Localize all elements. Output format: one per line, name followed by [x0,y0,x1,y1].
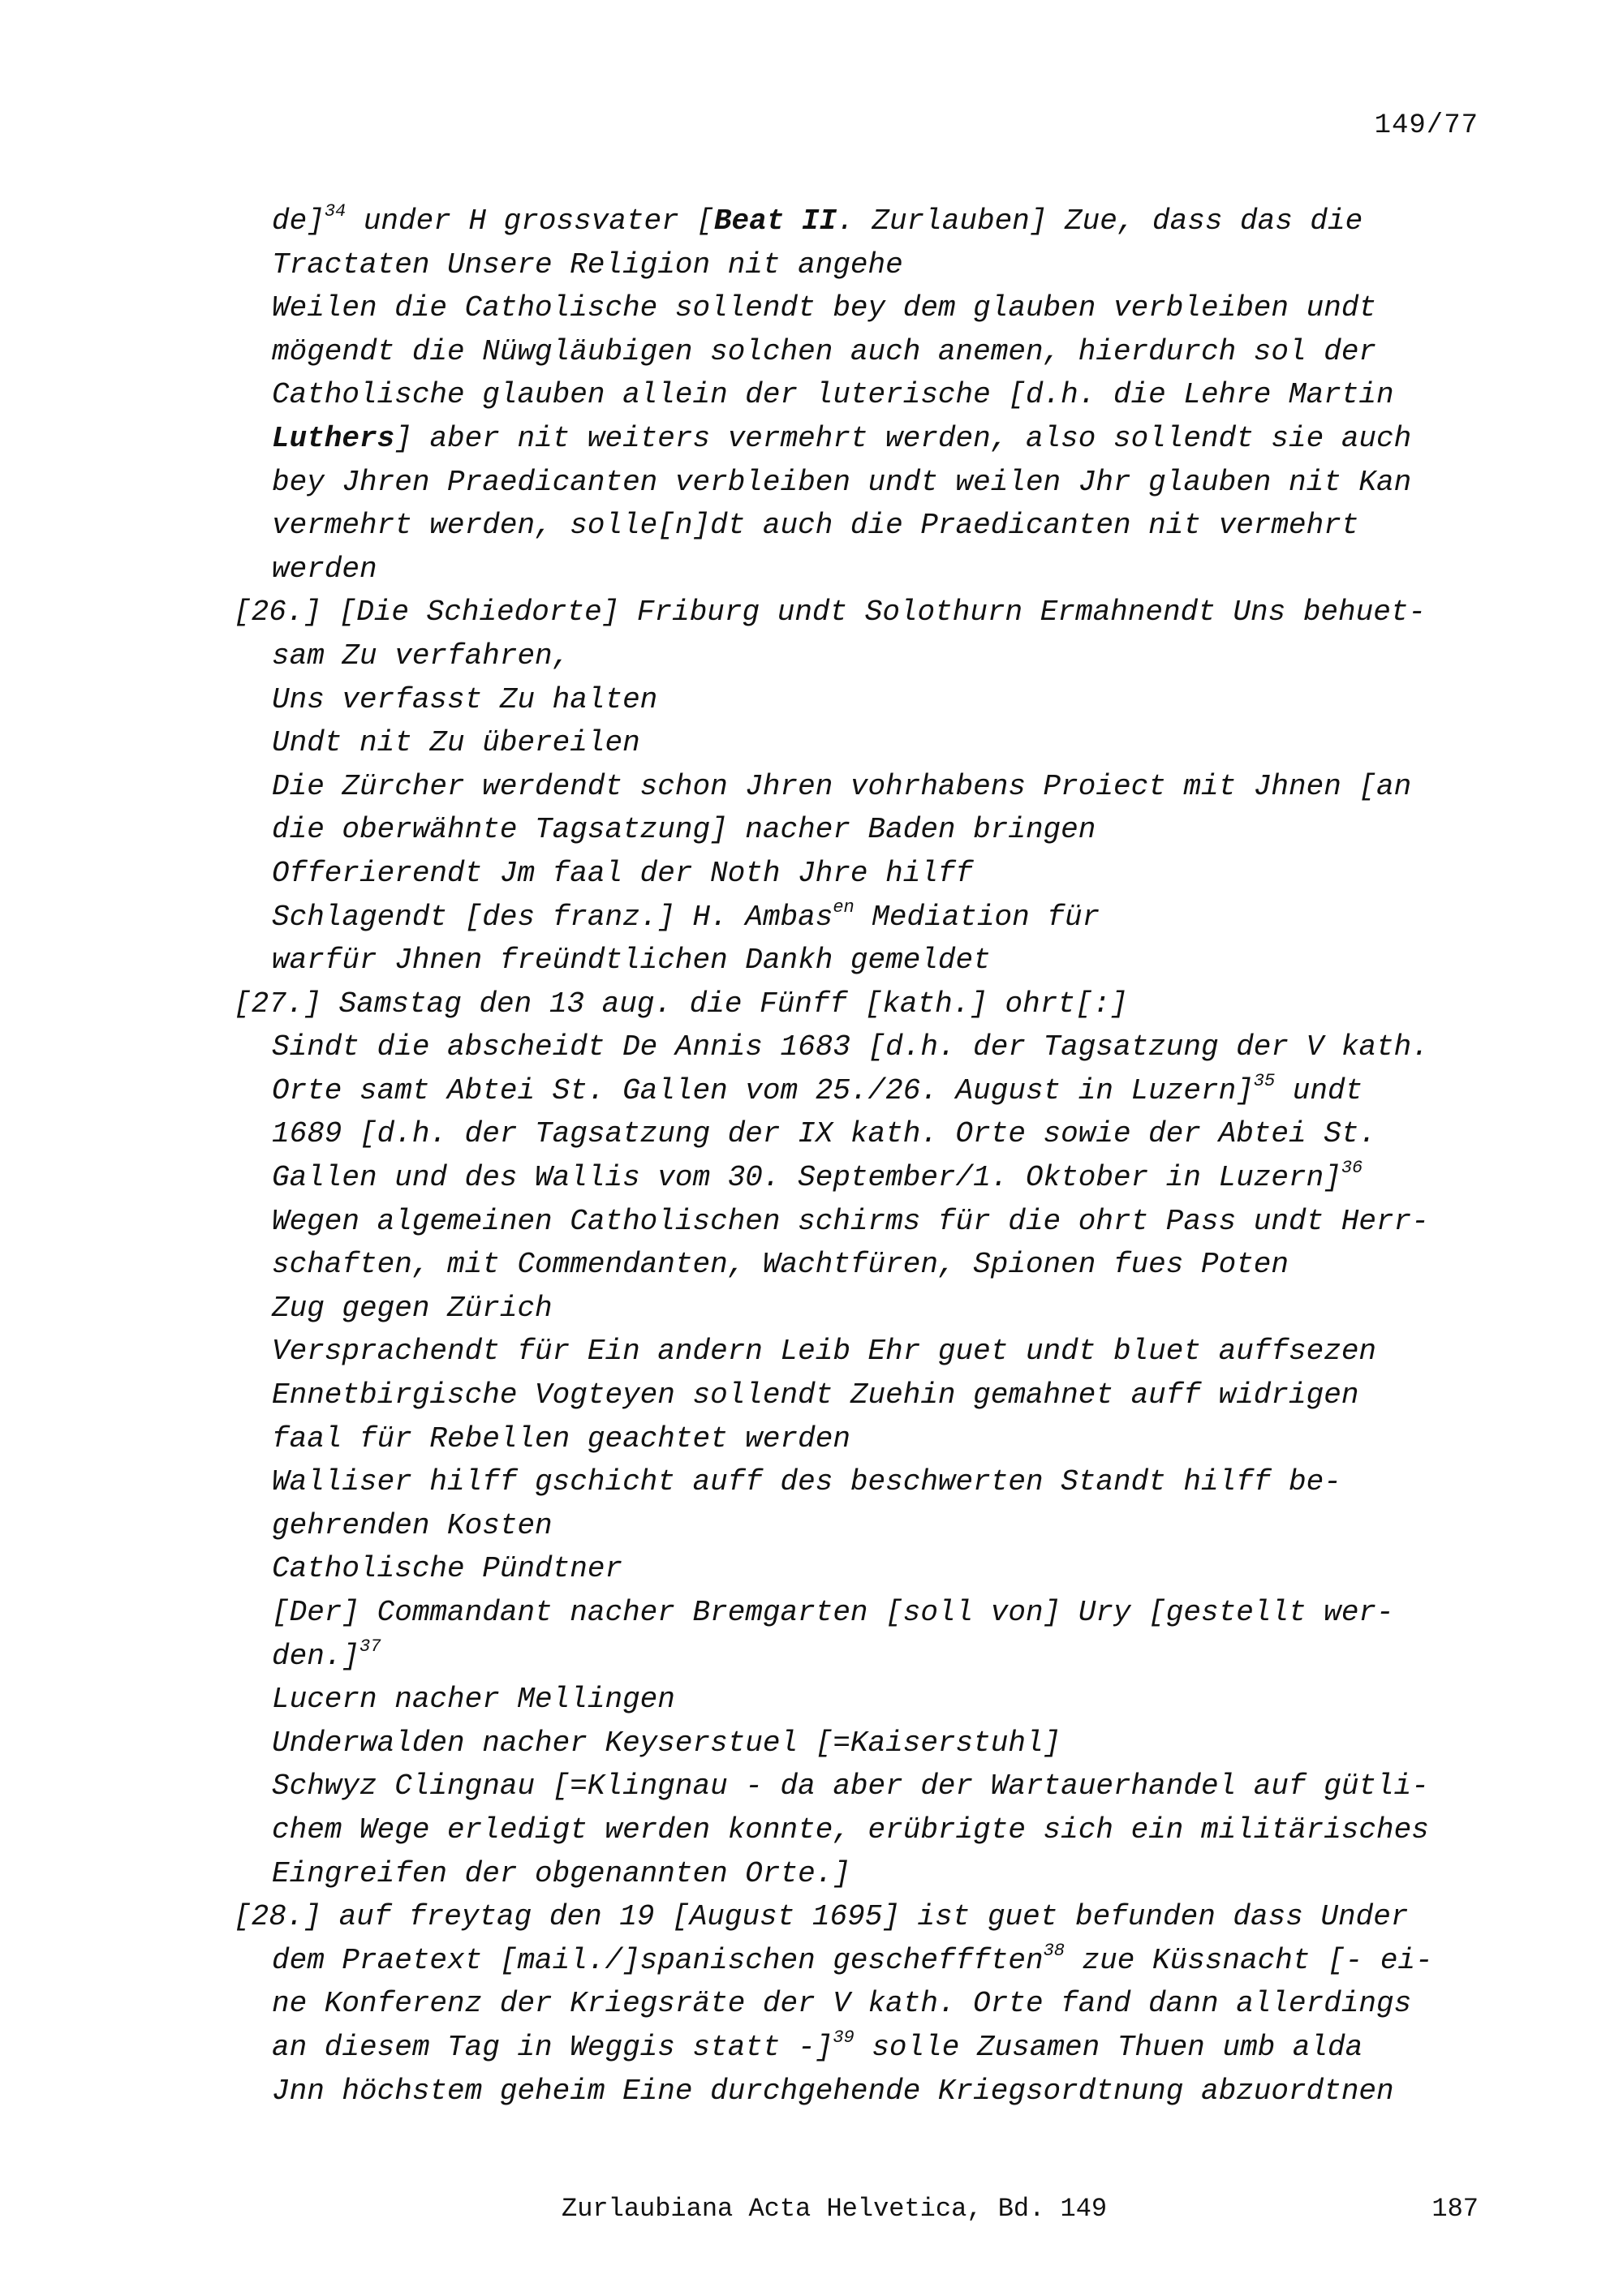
text-line [272,1982,1623,2026]
text-line [272,373,1623,417]
text-segment: Zug gegen Zürich [272,1291,553,1325]
text-segment: bey Jhren Praedicanten verbleiben undt weilen Jhr glauben nit Kan [272,465,1412,499]
text-segment: 1689 [d.h. der Tagsatzung der IX kath. Orte sowie der Abtei St. [272,1117,1377,1151]
footnote-ref: 38 [1043,1940,1065,1961]
text-segment: Jnn höchstem geheim Eine durchgehende Kriegsordtnung abzuordtnen [272,2074,1394,2108]
text-line [272,634,1623,678]
text-segment: Walliser hilff gschicht auff des beschwerten Standt hilff be- [272,1465,1341,1499]
text-segment: faal für Rebellen geachtet werden [272,1421,850,1455]
text-line [272,1243,1623,1287]
footnote-ref: en [833,896,855,918]
footnote-ref: 39 [833,2027,855,2048]
text-line [272,1287,1623,1331]
text-line [272,896,1623,939]
text-segment: ] aber nit weiters vermehrt werden, also sollendt sie auch [394,421,1412,455]
text-line [272,286,1623,330]
text-line [272,1808,1623,1852]
text-segment: under H grossvater [ [346,204,714,238]
text-segment: Versprachendt für Ein andern Leib Ehr guet undt bluet auffsezen [272,1335,1377,1369]
page-number-header: 149/77 [1374,110,1479,141]
text-line [272,1025,1623,1069]
text-line [272,1112,1623,1156]
text-line [272,243,1623,287]
footnote-ref: 37 [359,1636,381,1657]
text-line [272,1939,1623,1983]
text-segment: Undt nit Zu übereilen [272,726,640,760]
text-segment: [26.] [Die Schiedorte] Friburg undt Solothurn Ermahnendt Uns behuet- [234,595,1427,630]
entry-heading-line [234,982,1623,1026]
text-segment: Uns verfasst Zu halten [272,682,658,716]
text-line [272,1635,1623,1679]
text-line [272,1374,1623,1417]
text-line [272,1417,1623,1461]
text-line [272,461,1623,505]
bold-name: Luthers [272,421,395,455]
text-segment: [28.] auf freytag den 19 [August 1695] ist guet befunden dass Under [234,1900,1409,1934]
text-line [272,939,1623,982]
text-segment: Catholische Pündtner [272,1552,623,1586]
text-segment: Wegen algemeinen Catholischen schirms für die ohrt Pass undt Herr- [272,1204,1429,1238]
text-segment: [27.] Samstag den 13 aug. die Fünff [kath.] ohrt[:] [234,987,1128,1021]
text-line [272,1069,1623,1113]
text-segment: Offerierendt Jm faal der Noth Jhre hilff [272,856,974,890]
text-segment: Eingreifen der obgenannten Orte.] [272,1856,850,1890]
text-segment: Weilen die Catholische sollendt bey dem glauben verbleiben undt [272,291,1377,325]
text-line [272,417,1623,461]
text-segment: sam Zu verfahren, [272,638,570,673]
footnote-ref: 36 [1341,1158,1363,1179]
text-line [272,765,1623,809]
text-segment: an diesem Tag in Weggis statt -] [272,2030,833,2064]
text-segment: Underwalden nacher Keyserstuel [=Kaiserstuhl] [272,1726,1061,1760]
text-line [272,1504,1623,1548]
text-line [272,1156,1623,1200]
text-segment: Lucern nacher Mellingen [272,1683,675,1717]
text-segment: . Zurlauben] Zue, dass das die [837,204,1363,238]
text-segment: Ennetbirgische Vogteyen sollendt Zuehin gemahnet auff widrigen [272,1378,1359,1412]
text-segment: gehrenden Kosten [272,1508,553,1542]
text-segment: ne Konferenz der Kriegsräte der V kath. Orte fand dann allerdings [272,1987,1412,2021]
text-segment: Schwyz Clingnau [=Klingnau - da aber der Wartauerhandel auf gütli- [272,1769,1429,1804]
text-segment: Die Zürcher werdendt schon Jhren vohrhabens Proiect mit Jhnen [an [272,769,1412,803]
document-body [0,200,1623,2113]
text-segment: schaften, mit Commendanten, Wachtfüren, Spionen fues Poten [272,1248,1289,1282]
text-line [272,852,1623,896]
text-line [272,2070,1623,2113]
text-segment: mögendt die Nüwgläubigen solchen auch anemen, hierdurch sol der [272,334,1377,368]
text-line [272,330,1623,374]
text-segment: solle Zusamen Thuen umb alda [854,2030,1363,2064]
text-segment: Sindt die abscheidt De Annis 1683 [d.h. der Tagsatzung der V kath. [272,1030,1429,1064]
text-line [272,548,1623,591]
text-segment: undt [1275,1073,1363,1107]
text-line [272,721,1623,765]
text-line [272,678,1623,722]
text-line [272,1591,1623,1635]
text-segment: werden [272,552,377,586]
text-line [272,1678,1623,1722]
text-line [272,504,1623,548]
text-line [272,1852,1623,1896]
entry-heading-line [234,591,1623,634]
text-line [272,1330,1623,1374]
text-segment: Tractaten Unsere Religion nit angehe [272,247,903,282]
text-line [272,808,1623,852]
text-line [272,1460,1623,1504]
footer-page-number: 187 [1431,2194,1479,2224]
text-segment: warfür Jhnen freündtlichen Dankh gemeldet [272,944,991,978]
text-segment: Catholische glauben allein der luterische [d.h. die Lehre Martin [272,378,1394,412]
text-segment: [Der] Commandant nacher Bremgarten [soll von] Ury [gestellt wer- [272,1596,1394,1629]
text-segment: die oberwähnte Tagsatzung] nacher Baden bringen [272,813,1096,847]
text-line [272,1200,1623,1244]
text-segment: den.] [272,1639,360,1673]
text-segment: chem Wege erledigt werden konnte, erübrigte sich ein militärisches [272,1812,1429,1847]
footnote-ref: 35 [1253,1070,1276,1091]
bold-name: Beat II [713,204,837,238]
text-segment: Gallen und des Wallis vom 30. September/1. Oktober in Luzern] [272,1161,1341,1195]
text-line [272,1547,1623,1591]
footnote-ref: 34 [324,201,347,221]
text-segment: dem Praetext [mail./]spanischen gescheffften [272,1943,1044,1977]
text-segment: vermehrt werden, solle[n]dt auch die Praedicanten nit vermehrt [272,509,1359,543]
text-segment: Orte samt Abtei St. Gallen vom 25./26. August in Luzern] [272,1073,1254,1107]
text-segment: de] [272,204,325,238]
text-segment: Schlagendt [des franz.] H. Ambas [272,900,833,934]
text-segment: zue Küssnacht [- ei- [1064,1943,1433,1977]
footer-publication-title: Zurlaubiana Acta Helvetica, Bd. 149 [562,2194,1108,2224]
text-line [272,1722,1623,1765]
entry-heading-line [234,1895,1623,1939]
text-line [272,1765,1623,1808]
text-line [272,2026,1623,2070]
text-segment: Mediation für [854,900,1100,934]
text-line [272,200,1623,243]
